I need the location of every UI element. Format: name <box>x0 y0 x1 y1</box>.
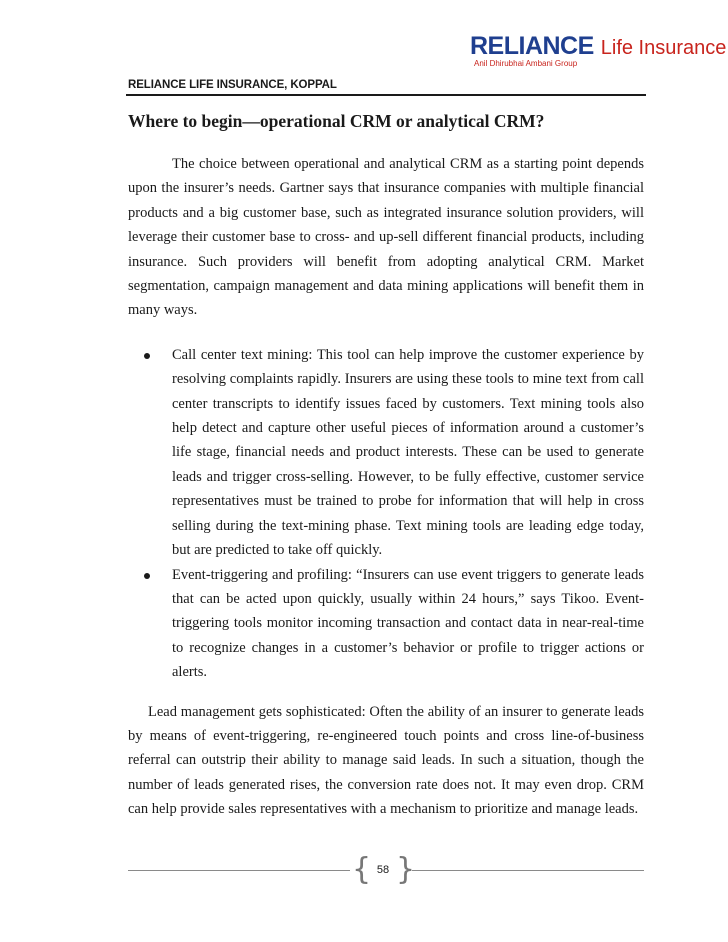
bullet-list <box>128 343 644 685</box>
left-brace-icon: { <box>352 852 372 887</box>
body-content <box>128 152 644 822</box>
footer-rule-right <box>412 870 644 871</box>
lead-management-paragraph: Lead management gets sophisticated: Often the ability of an insurer to generate leads by means of event-triggering, re-engineered touch points and cross line-of-business referral can outstrip their ability to manage said leads. In such a situation, though the number of leads generated rises, the conversion rate does not. It may even drop. CRM can help provide sales representatives with a mechanism to prioritize and manage leads. <box>128 703 644 818</box>
right-brace-icon: } <box>396 852 416 887</box>
logo-subtitle: Anil Dhirubhai Ambani Group <box>474 59 578 68</box>
bullet-text: Call center text mining: This tool can help improve the customer experience by resolving complaints rapidly. Insurers are using these tools to mine text from call center transcripts to identify issues faced by customers. Text mining tools also help detect and capture other useful pieces of information around a customer’s life stage, financial needs and product interests. These can be used to generate leads and trigger cross-selling. However, to be fully effective, customer service representatives must be trained to probe for information that will help in cross selling during the text-mining phase. Text mining tools are leading edge today, but are predicted to take off quickly. <box>172 346 644 559</box>
section-heading: Where to begin—operational CRM or analytical CRM? <box>128 111 545 131</box>
logo-brand: RELIANCE <box>470 32 594 60</box>
bullet-dot-icon <box>144 353 150 359</box>
bullet-item-event-triggering <box>128 563 644 685</box>
footer-rule-left <box>128 870 350 871</box>
running-header: RELIANCE LIFE INSURANCE, KOPPAL <box>128 79 337 91</box>
bullet-item-text-mining <box>128 343 644 563</box>
intro-paragraph: The choice between operational and analytical CRM as a starting point depends upon the insurer’s needs. Gartner says that insurance companies with multiple financial products and a big customer base, such as integrated insurance solution providers, will leverage their customer base to cross- and up-sell different financial products, including insurance. Such providers will benefit from adopting analytical CRM. Market segmentation, campaign management and data mining applications will benefit them in many ways. <box>128 156 644 319</box>
bullet-text: Event-triggering and profiling: “Insurers can use event triggers to generate leads that can be acted upon quickly, usually within 24 hours,” says Tikoo. Event-triggering tools monitor incoming transaction and contact data in near-real-time to recognize changes in a customer’s behavior or profile to trigger actions or alerts. <box>172 566 644 681</box>
header-rule <box>126 94 646 96</box>
reliance-life-insurance-logo <box>470 32 727 72</box>
bullet-dot-icon <box>144 573 150 579</box>
logo-title <box>470 32 726 62</box>
logo-suffix: Life Insurance <box>600 37 727 59</box>
page-number: 58 <box>376 864 390 876</box>
